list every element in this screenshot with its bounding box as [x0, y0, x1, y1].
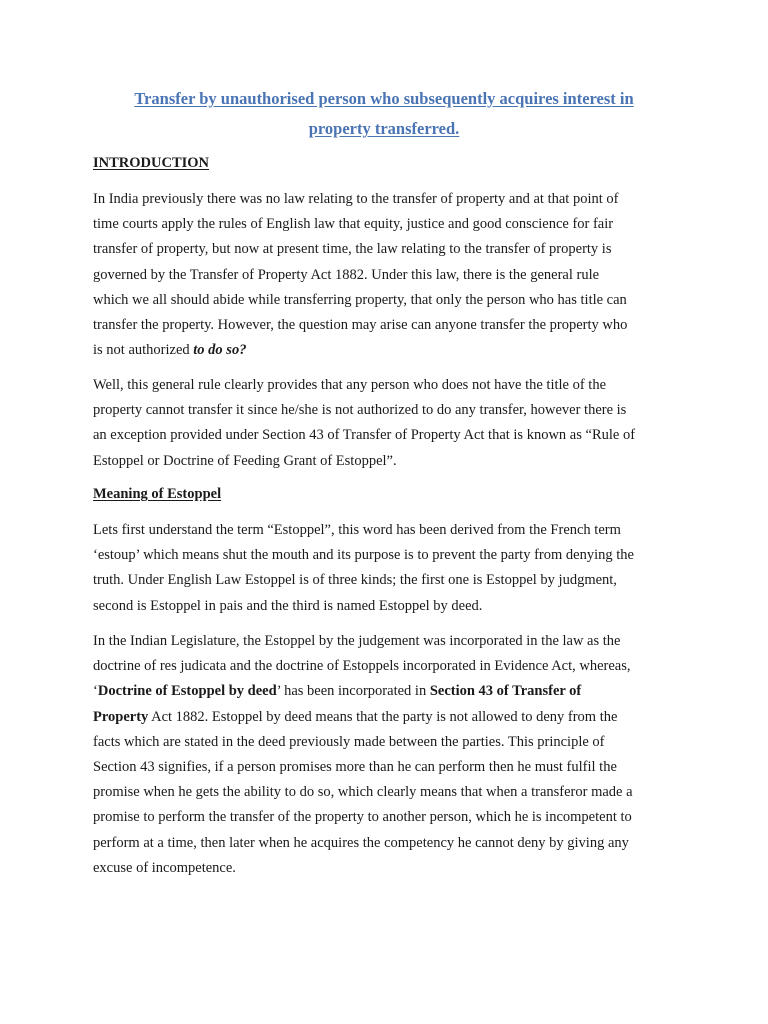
bold-text: Property — [93, 708, 149, 725]
paragraph-text: ‘ — [93, 683, 98, 700]
paragraph-line: time courts apply the rules of English law that equity, justice and good conscience for fair — [93, 216, 614, 233]
bold-text: Doctrine of Estoppel by deed — [97, 683, 277, 700]
estoppel-paragraph-1 — [93, 518, 677, 619]
paragraph-line: property cannot transfer it since he/she is not authorized to do any transfer, however there is — [93, 402, 627, 419]
paragraph-line: perform at a time, then later when he acquires the competency he cannot deny by giving any — [93, 834, 629, 851]
paragraph-line: Estoppel or Doctrine of Feeding Grant of Estoppel”. — [93, 452, 397, 469]
paragraph-line: which we all should abide while transferring property, that only the person who has title can — [93, 291, 627, 308]
paragraph-text: is not authorized — [93, 342, 194, 359]
paragraph-line: an exception provided under Section 43 of Transfer of Property Act that is known as “Rule of — [93, 427, 636, 444]
intro-paragraph-1 — [93, 187, 677, 363]
paragraph-line: In India previously there was no law relating to the transfer of property and at that point of — [93, 191, 619, 207]
paragraph-line: transfer of property, but now at present time, the law relating to the transfer of property is — [93, 241, 612, 258]
paragraph-line: truth. Under English Law Estoppel is of three kinds; the first one is Estoppel by judgment, — [93, 572, 617, 589]
document-title — [92, 84, 676, 144]
emphasis-text: to do so? — [193, 342, 247, 359]
paragraph-line: ‘estoup’ which means shut the mouth and its purpose is to prevent the party from denying the — [93, 547, 634, 564]
paragraph-text: Act 1882. Estoppel by deed means that the party is not allowed to deny from the — [148, 708, 618, 725]
paragraph-text: ’ has been incorporated in — [276, 683, 430, 700]
paragraph-line: Lets first understand the term “Estoppel”, this word has been derived from the French term — [93, 522, 621, 538]
paragraph-line — [93, 338, 677, 363]
paragraph-line: Section 43 signifies, if a person promises more than he can perform then he must fulfil the — [93, 759, 617, 776]
paragraph-line: Well, this general rule clearly provides that any person who does not have the title of the — [93, 377, 607, 393]
paragraph-line: promise when he gets the ability to do so, which clearly means that when a transferor made a — [93, 784, 633, 801]
paragraph-line — [93, 705, 677, 730]
estoppel-paragraph-2 — [93, 629, 677, 881]
bold-text: Section 43 of Transfer of — [429, 683, 582, 700]
title-line-2: property transferred. — [308, 119, 460, 138]
introduction-heading: INTRODUCTION — [93, 155, 210, 171]
paragraph-line: In the Indian Legislature, the Estoppel by the judgement was incorporated in the law as the — [93, 633, 621, 649]
paragraph-line — [93, 679, 677, 704]
title-line-1: Transfer by unauthorised person who subsequently acquires interest in — [134, 89, 634, 108]
estoppel-heading: Meaning of Estoppel — [93, 486, 222, 502]
paragraph-line: promise to perform the transfer of the property to another person, which he is incompetent to — [93, 809, 632, 826]
paragraph-line: doctrine of res judicata and the doctrine of Estoppels incorporated in Evidence Act, whereas, — [93, 658, 631, 675]
paragraph-line: second is Estoppel in pais and the third is named Estoppel by deed. — [93, 597, 483, 614]
paragraph-line: governed by the Transfer of Property Act 1882. Under this law, there is the general rule — [93, 266, 600, 283]
paragraph-line: facts which are stated in the deed previously made between the parties. This principle of — [93, 733, 605, 750]
paragraph-line: excuse of incompetence. — [93, 859, 236, 876]
paragraph-line: transfer the property. However, the question may arise can anyone transfer the property who — [93, 317, 628, 334]
intro-paragraph-2 — [93, 373, 677, 474]
